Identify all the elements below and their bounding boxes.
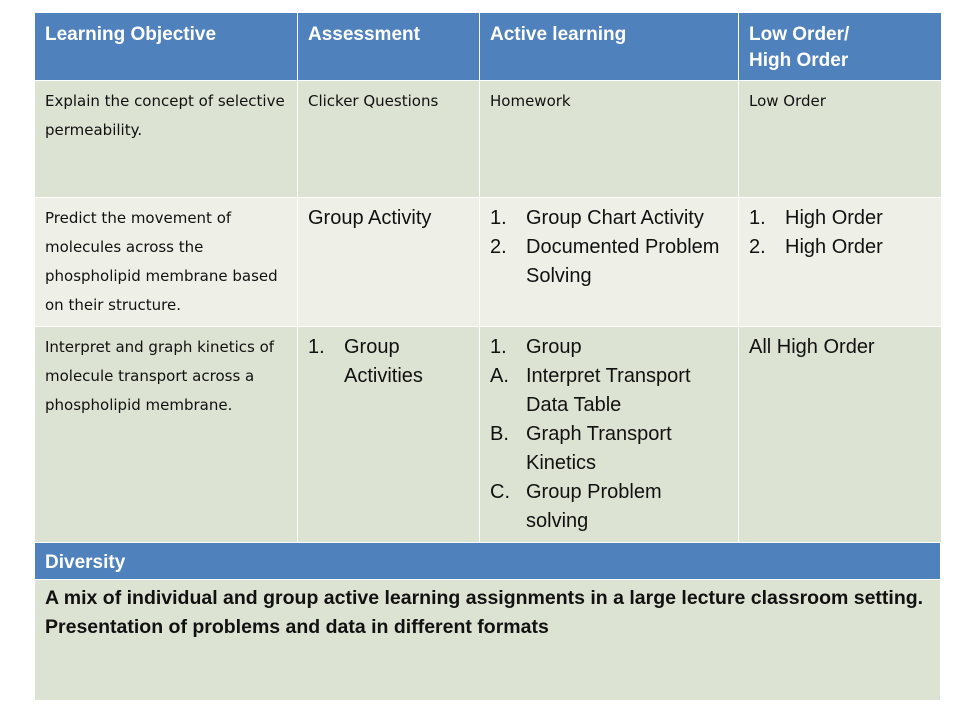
row2-active-learning <box>480 198 739 327</box>
list-item <box>490 478 728 536</box>
learning-objectives-table <box>34 12 942 543</box>
list-marker: 2. <box>749 236 766 258</box>
table-header-row <box>35 13 942 81</box>
list-item <box>749 233 931 262</box>
list-item-text: Group Problem solving <box>526 481 662 532</box>
list-marker: 2. <box>490 236 507 258</box>
row3-active-list <box>490 333 728 536</box>
list-item-text: Interpret Transport Data Table <box>526 365 691 416</box>
list-item <box>749 204 931 233</box>
list-item <box>308 333 469 391</box>
list-item-text: High Order <box>785 207 883 229</box>
diversity-heading: Diversity <box>34 543 941 580</box>
list-item-text: Group Activities <box>344 336 423 387</box>
row1-active-learning: Homework <box>480 81 739 198</box>
diversity-line-2: Presentation of problems and data in different formats <box>45 616 549 638</box>
row3-objective: Interpret and graph kinetics of molecule transport across a phospholipid membrane. <box>35 327 298 543</box>
row2-objective: Predict the movement of molecules across the phospholipid membrane based on their structure. <box>35 198 298 327</box>
list-marker: 1. <box>490 207 507 229</box>
header-order <box>739 13 942 81</box>
row2-assessment: Group Activity <box>298 198 480 327</box>
list-item <box>490 362 728 420</box>
header-order-line2: High Order <box>749 50 849 71</box>
table-row <box>35 327 942 543</box>
list-item <box>490 333 728 362</box>
list-item-text: Group Chart Activity <box>526 207 704 229</box>
row3-active-learning <box>480 327 739 543</box>
row2-active-list <box>490 204 728 291</box>
list-item <box>490 204 728 233</box>
list-marker: 1. <box>308 336 325 358</box>
diversity-body <box>34 580 941 701</box>
list-item-text: Group <box>526 336 582 358</box>
row1-assessment: Clicker Questions <box>298 81 480 198</box>
row2-order-list <box>749 204 931 262</box>
list-item <box>490 233 728 291</box>
list-marker: A. <box>490 365 509 387</box>
row1-order: Low Order <box>739 81 942 198</box>
list-marker: 1. <box>749 207 766 229</box>
list-marker: 1. <box>490 336 507 358</box>
row3-assessment <box>298 327 480 543</box>
row3-order: All High Order <box>739 327 942 543</box>
row3-assessment-list <box>308 333 469 391</box>
row1-objective: Explain the concept of selective permeability. <box>35 81 298 198</box>
header-learning-objective: Learning Objective <box>35 13 298 81</box>
list-item-text: Graph Transport Kinetics <box>526 423 672 474</box>
list-marker: B. <box>490 423 509 445</box>
table-row <box>35 198 942 327</box>
learning-objectives-table-wrap <box>34 12 941 701</box>
header-order-line1: Low Order/ <box>749 24 850 45</box>
header-active-learning: Active learning <box>480 13 739 81</box>
list-item-text: Documented Problem Solving <box>526 236 720 287</box>
list-item <box>490 420 728 478</box>
header-assessment: Assessment <box>298 13 480 81</box>
list-item-text: High Order <box>785 236 883 258</box>
list-marker: C. <box>490 481 510 503</box>
table-row <box>35 81 942 198</box>
row2-order <box>739 198 942 327</box>
diversity-line-1: A mix of individual and group active learning assignments in a large lecture classroom setting. <box>45 587 924 609</box>
